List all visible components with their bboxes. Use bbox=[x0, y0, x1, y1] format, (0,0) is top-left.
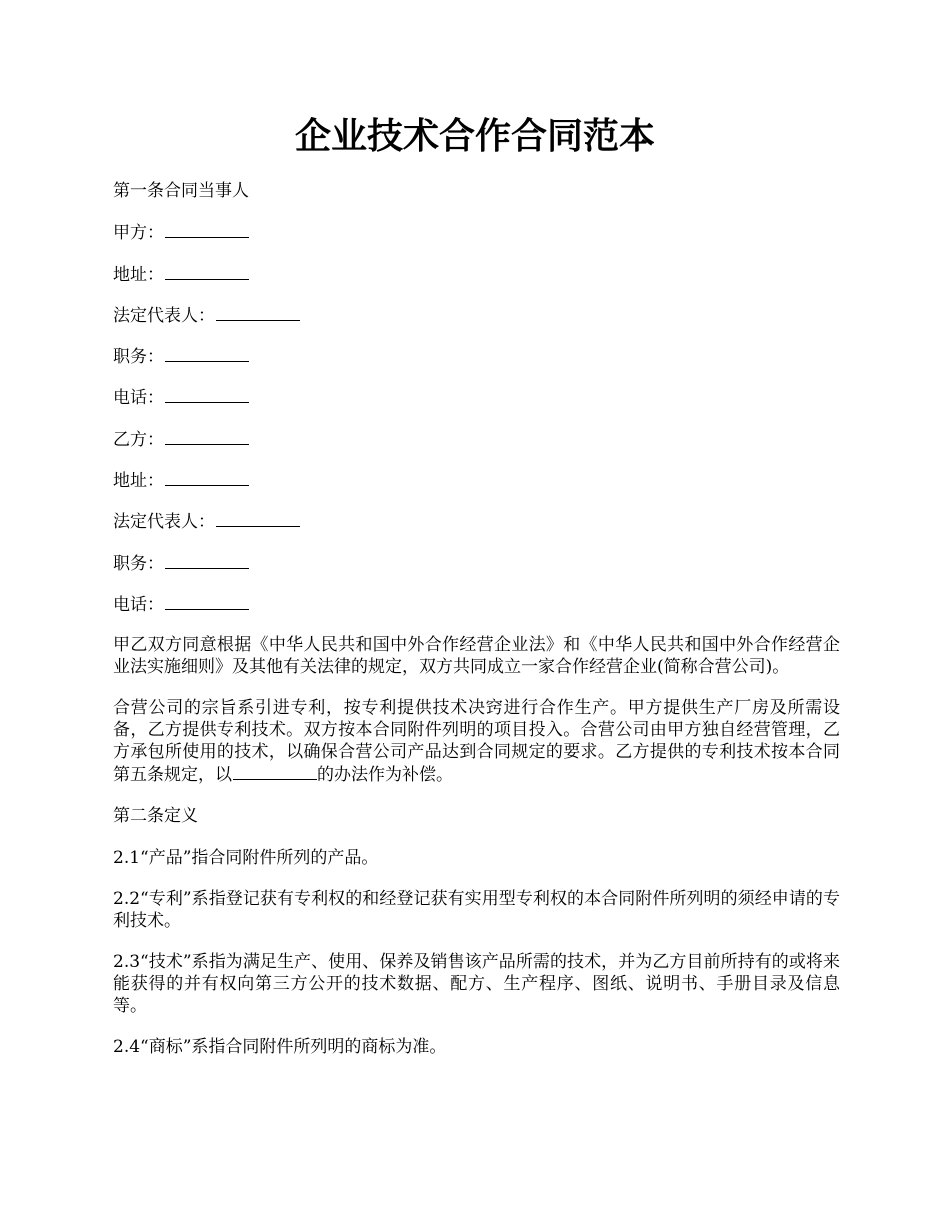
party-a-field bbox=[113, 221, 840, 243]
fill-in-blank bbox=[165, 552, 249, 569]
document-body bbox=[113, 180, 840, 1077]
party-b-address-field bbox=[113, 469, 840, 491]
party-b-position-field bbox=[113, 552, 840, 574]
paragraph-purpose bbox=[113, 697, 840, 786]
fill-in-blank bbox=[165, 428, 249, 445]
party-a-phone-field bbox=[113, 386, 840, 408]
fill-in-blank bbox=[165, 263, 249, 280]
party-a-address-field bbox=[113, 263, 840, 285]
field-label: 甲方： bbox=[113, 223, 164, 244]
field-label: 地址： bbox=[113, 264, 164, 285]
fill-in-blank bbox=[165, 345, 249, 362]
fill-in-blank bbox=[165, 469, 249, 486]
fill-in-blank bbox=[165, 593, 249, 610]
document-title: 企业技术合作合同范本 bbox=[294, 115, 655, 157]
purpose-text-after: 的办法作为补偿。 bbox=[317, 765, 453, 786]
party-b-field bbox=[113, 428, 840, 450]
field-label: 电话： bbox=[113, 388, 164, 409]
fill-in-blank bbox=[233, 763, 317, 780]
party-a-representative-field bbox=[113, 304, 840, 326]
field-label: 地址： bbox=[113, 471, 164, 492]
party-b-phone-field bbox=[113, 593, 840, 615]
section-heading-definitions: 第二条定义 bbox=[113, 806, 198, 827]
definition-2-1: 2.1“产品”指合同附件所列的产品。 bbox=[113, 847, 379, 868]
party-b-representative-field bbox=[113, 510, 840, 532]
fill-in-blank bbox=[165, 386, 249, 403]
field-label: 法定代表人： bbox=[113, 512, 215, 533]
party-a-position-field bbox=[113, 345, 840, 367]
field-label: 电话： bbox=[113, 594, 164, 615]
section-heading-parties: 第一条合同当事人 bbox=[113, 181, 249, 201]
fill-in-blank bbox=[165, 221, 249, 238]
purpose-text-before: 合营公司的宗旨系引进专利，按专利提供技术决窍进行合作生产。甲方提供生产厂房及所需设备，乙方提供专利技术。双方按本合同附件列明的项目投入。合营公司由甲方独自经营管理，乙方承包所使用的技术，以确保合营公司产品达到合同规定的要求。乙方提供的专利技术按本合同第五条规定，以 bbox=[113, 698, 840, 786]
definition-2-3: 2.3“技术”系指为满足生产、使用、保养及销售该产品所需的技术，并为乙方目前所持有的或将来能获得的并有权向第三方公开的技术数据、配方、生产程序、图纸、说明书、手册目录及信息等。 bbox=[113, 951, 840, 1016]
field-label: 乙方： bbox=[113, 429, 164, 450]
fill-in-blank bbox=[216, 304, 300, 321]
fill-in-blank bbox=[216, 510, 300, 527]
field-label: 法定代表人： bbox=[113, 305, 215, 326]
definition-2-2: 2.2“专利”系指登记获有专利权的和经登记获有实用型专利权的本合同附件所列明的须经申请的专利技术。 bbox=[113, 888, 840, 931]
definition-2-4: 2.4“商标”系指合同附件所列明的商标为准。 bbox=[113, 1036, 447, 1057]
field-label: 职务： bbox=[113, 553, 164, 574]
field-label: 职务： bbox=[113, 347, 164, 368]
paragraph-intro: 甲乙双方同意根据《中华人民共和国中外合作经营企业法》和《中华人民共和国中外合作经营企业法实施细则》及其他有关法律的规定，双方共同成立一家合作经营企业(简称合营公司)。 bbox=[113, 635, 840, 678]
